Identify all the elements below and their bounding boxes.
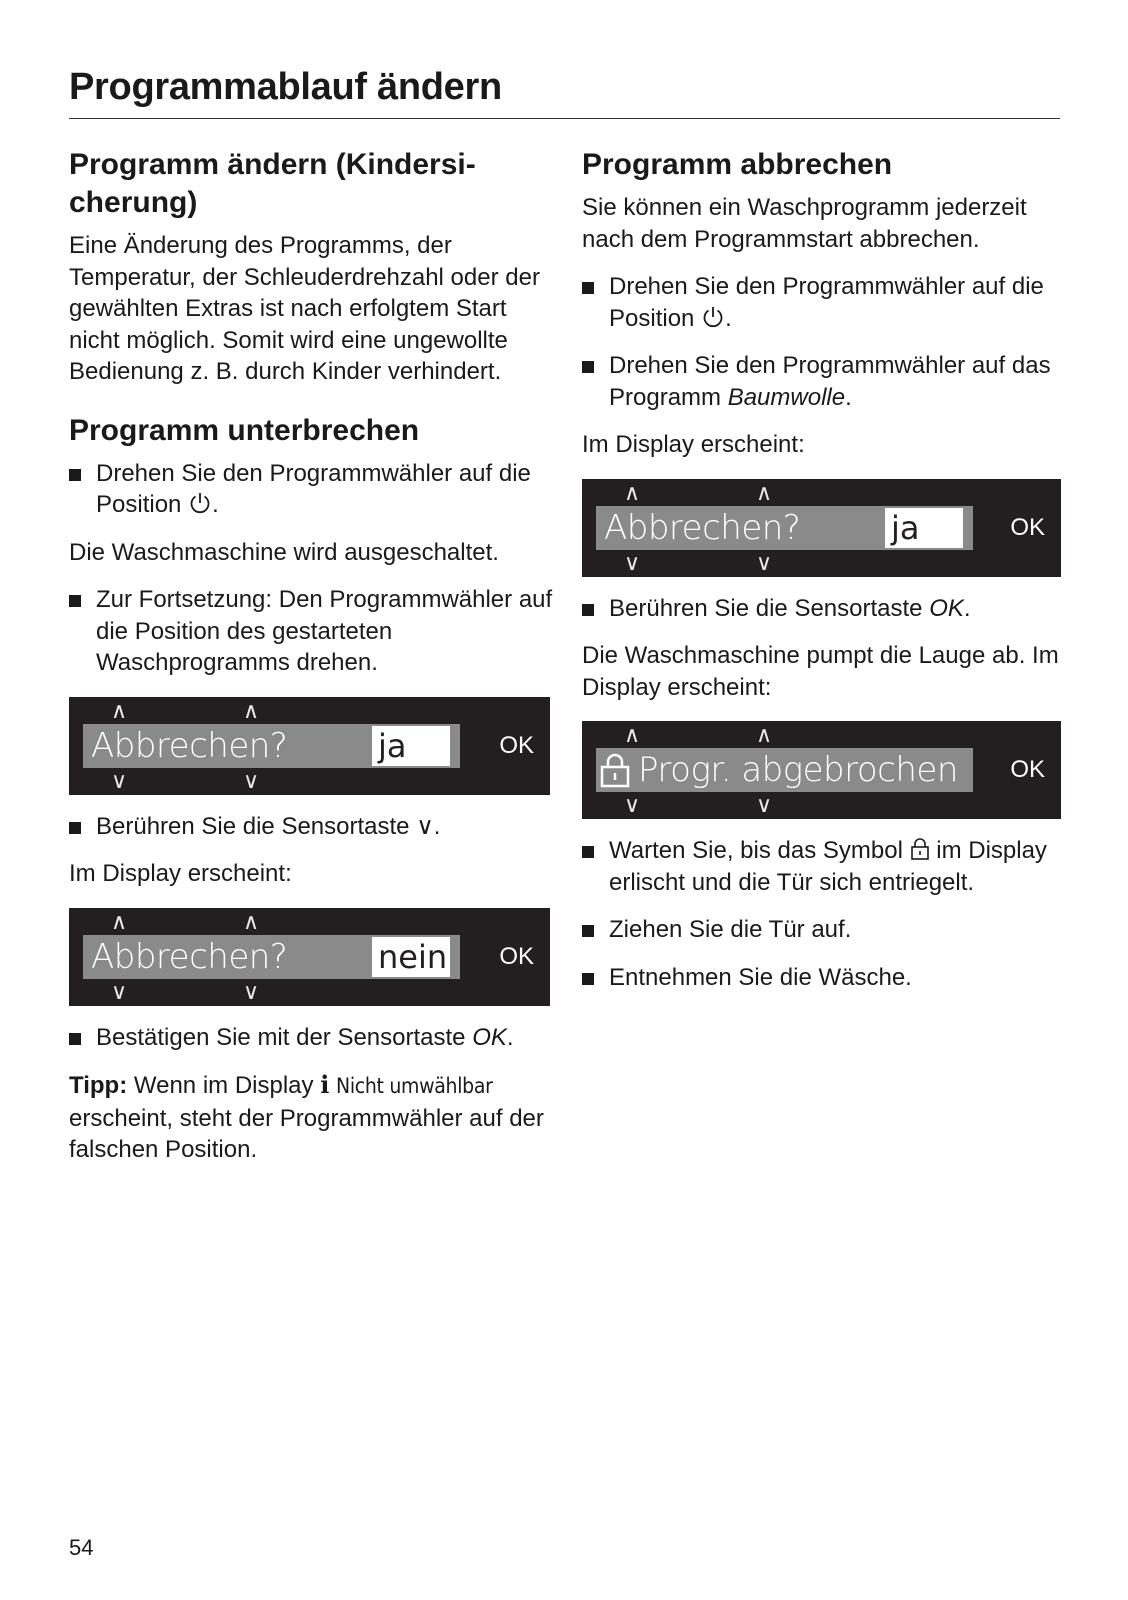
list-item <box>582 914 1062 946</box>
display-text: Abbrechen? <box>91 725 288 766</box>
display-selection: ja <box>885 508 963 548</box>
chevron-down-icon[interactable]: ∨ <box>624 793 641 818</box>
info-icon: i <box>320 1070 330 1099</box>
list-item: Bestätigen Sie mit der Sensortaste OK. <box>69 1022 554 1054</box>
list-item <box>69 584 554 679</box>
list-item: Drehen Sie den Programmwähler auf die Position . <box>582 271 1062 334</box>
heading-line-2: cherung) <box>69 186 198 219</box>
display-bar <box>596 748 973 792</box>
display-panel <box>69 697 550 795</box>
heading-line-1: Programm ändern (Kindersi- <box>69 148 476 181</box>
power-icon <box>188 491 212 515</box>
emphasis-ok: OK <box>472 1023 507 1051</box>
chevron-up-icon[interactable]: ∧ <box>111 909 128 935</box>
display-panel <box>69 908 550 1006</box>
bullet-square-icon <box>582 282 594 294</box>
list-item-text: Drehen Sie den Programmwähler auf das Programm <box>609 352 1051 411</box>
chevron-up-icon[interactable]: ∧ <box>756 480 773 506</box>
emphasis-ok: OK <box>929 594 964 622</box>
display-message: Nicht umwählbar <box>335 1074 493 1098</box>
ok-button[interactable]: OK <box>1010 513 1045 541</box>
left-column <box>69 146 554 1182</box>
chevron-down-icon[interactable]: ∨ <box>624 550 641 576</box>
tip-text: erscheint, steht der Programmwähler auf der falschen Position. <box>69 1104 544 1163</box>
chevron-down-icon[interactable]: ∨ <box>111 768 128 794</box>
list-item-text: Ziehen Sie die Tür auf. <box>609 916 852 943</box>
display-text: Abbrechen? <box>91 936 288 977</box>
list-item-text: Bestätigen Sie mit der Sensortaste <box>96 1023 466 1051</box>
list-item: Berühren Sie die Sensortaste OK. <box>582 593 1062 625</box>
section-heading-abbrechen: Programm abbrechen <box>582 148 893 181</box>
bullet-square-icon <box>69 822 81 834</box>
chevron-down-icon[interactable]: ∨ <box>243 768 260 794</box>
chevron-up-icon[interactable]: ∧ <box>756 723 773 748</box>
list-item: Drehen Sie den Programmwähler auf das Programm Baumwolle. <box>582 350 1062 413</box>
title-divider <box>69 118 1060 119</box>
paragraph: Die Waschmaschine pumpt die Lauge ab. Im Display erscheint: <box>582 642 1059 701</box>
display-bar <box>83 935 460 979</box>
display-panel <box>582 721 1061 819</box>
bullet-square-icon <box>69 595 81 607</box>
list-item: Berühren Sie die Sensortaste ∨. <box>69 811 554 843</box>
section-heading-unterbrechen: Programm unterbrechen <box>69 413 420 447</box>
list-item <box>582 835 1062 898</box>
chevron-down-icon[interactable]: ∨ <box>243 979 260 1005</box>
chevron-down-icon: ∨ <box>416 812 434 840</box>
paragraph: Im Display erscheint: <box>582 431 805 458</box>
bullet-square-icon <box>582 361 594 373</box>
ok-button[interactable]: OK <box>499 731 534 759</box>
list-item-text: Entnehmen Sie die Wäsche. <box>609 963 912 991</box>
bullet-square-icon <box>582 973 594 985</box>
intro-paragraph: Sie können ein Waschprogramm jederzeit nach dem Programmstart abbrechen. <box>582 194 1027 253</box>
chevron-down-icon[interactable]: ∨ <box>756 550 773 576</box>
display-text: Abbrechen? <box>604 507 801 548</box>
list-item-text: Drehen Sie den Programmwähler auf die Position <box>609 273 1044 332</box>
lock-icon <box>600 752 630 788</box>
paragraph: Die Waschmaschine wird ausgeschaltet. <box>69 538 499 566</box>
bullet-square-icon <box>582 925 594 937</box>
chevron-down-icon[interactable]: ∨ <box>756 793 773 818</box>
display-bar <box>83 724 460 768</box>
section-heading-kindersicherung <box>69 146 554 222</box>
ok-button[interactable]: OK <box>1010 756 1045 783</box>
list-item-text: Drehen Sie den Programmwähler auf die Position <box>96 459 531 518</box>
chevron-up-icon[interactable]: ∧ <box>243 909 260 935</box>
bullet-square-icon <box>582 604 594 616</box>
list-item: Drehen Sie den Programmwähler auf die Position . <box>69 458 554 521</box>
list-item-text: Berühren Sie die Sensortaste <box>609 594 923 622</box>
display-text: Progr. abgebrochen <box>638 750 958 790</box>
tip-label: Tipp: <box>69 1072 128 1099</box>
list-item <box>582 962 1062 994</box>
display-selection: nein <box>372 937 450 977</box>
list-item-text: im Display erlischt und die Tür sich entriegelt. <box>609 837 1047 896</box>
emphasis-program: Baumwolle <box>727 383 846 411</box>
lock-icon <box>910 837 930 861</box>
list-item-text: Warten Sie, bis das Symbol <box>609 837 903 864</box>
tip-text: Wenn im Display <box>133 1072 314 1099</box>
bullet-square-icon <box>69 1033 81 1045</box>
display-bar <box>596 506 973 550</box>
bullet-square-icon <box>582 846 594 858</box>
chevron-up-icon[interactable]: ∧ <box>624 723 641 748</box>
list-item-text: Zur Fortsetzung: Den Programmwähler auf die Position des gestarteten Waschprogramms drehen. <box>96 586 553 676</box>
display-panel <box>582 479 1061 577</box>
paragraph: Im Display erscheint: <box>69 860 292 887</box>
page-number: 54 <box>69 1535 94 1560</box>
power-icon <box>701 305 725 329</box>
chevron-up-icon[interactable]: ∧ <box>243 698 260 724</box>
list-item-text: Berühren Sie die Sensortaste <box>96 812 410 840</box>
chevron-up-icon[interactable]: ∧ <box>111 698 128 724</box>
chevron-up-icon[interactable]: ∧ <box>624 480 641 506</box>
right-column <box>582 146 1062 1009</box>
display-selection: ja <box>372 726 450 766</box>
bullet-square-icon <box>69 469 81 481</box>
ok-button[interactable]: OK <box>499 942 534 970</box>
chevron-down-icon[interactable]: ∨ <box>111 979 128 1005</box>
intro-paragraph: Eine Änderung des Programms, der Temperatur, der Schleuderdrehzahl oder der gewählten Extras ist nach erfolgtem Start nicht möglich. Somit wird eine ungewollte Bedienung z. B. durch Kinder verhindert. <box>69 232 540 385</box>
tip-paragraph <box>69 1069 554 1166</box>
page-title: Programmablauf ändern <box>69 66 502 108</box>
